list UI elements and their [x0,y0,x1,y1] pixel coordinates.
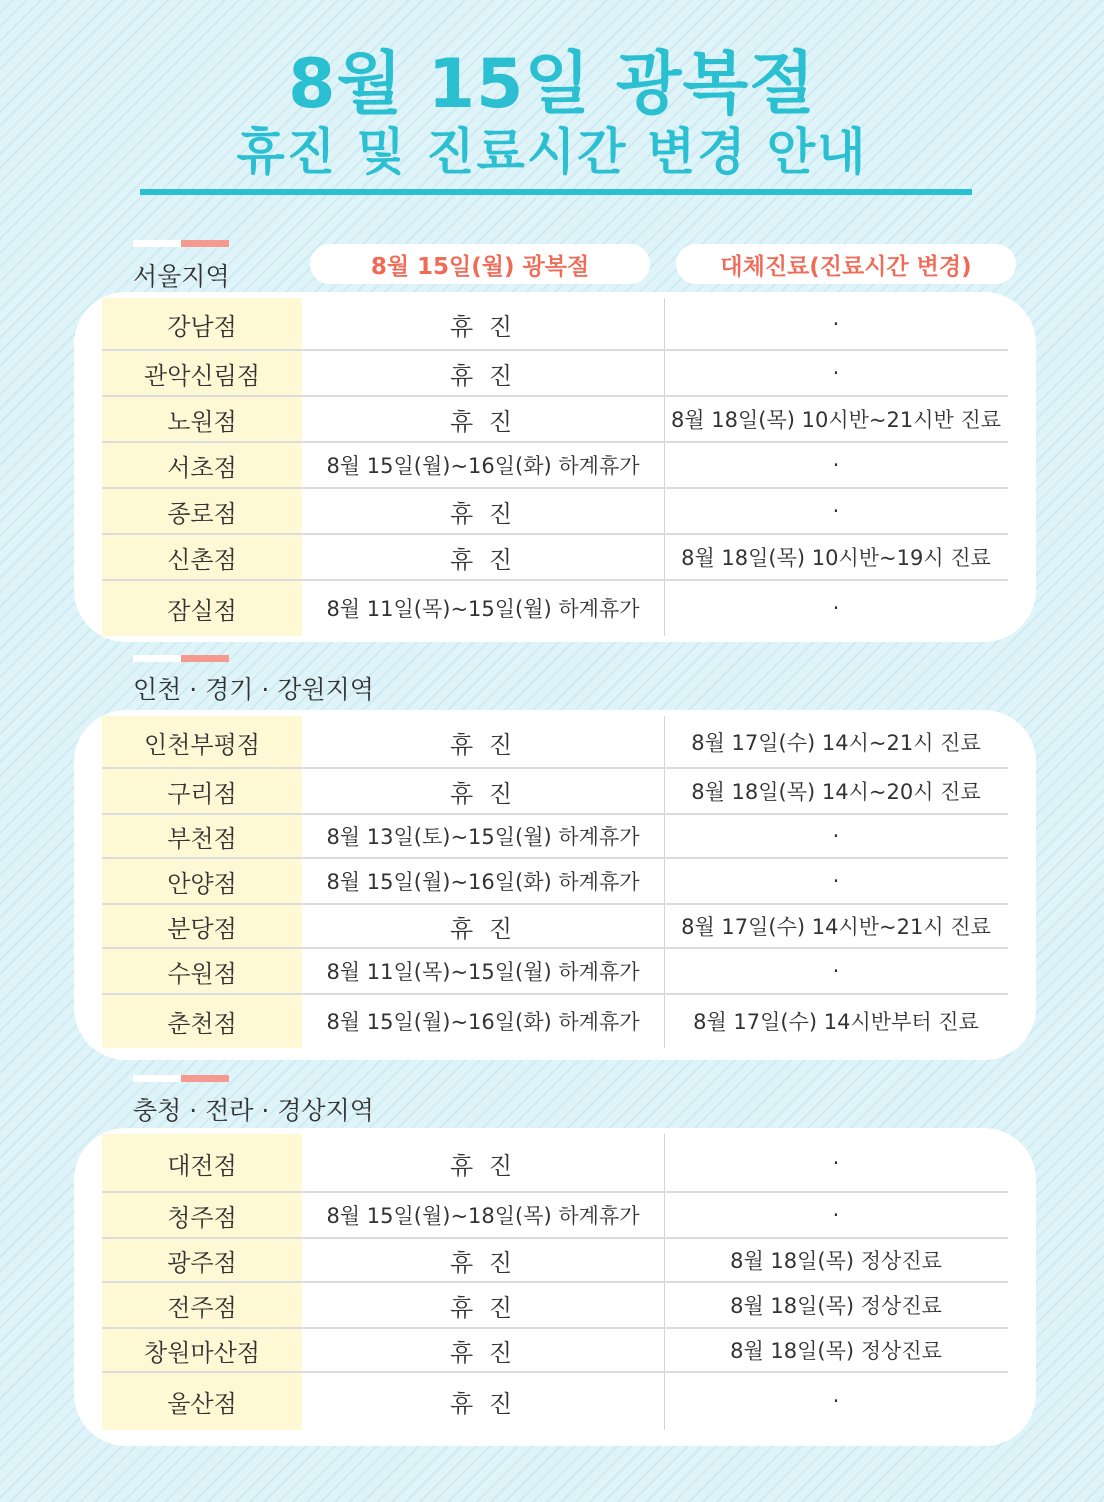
holiday-status: 8월 15일(월)~18일(목) 하계휴가 [326,1204,640,1228]
substitute-hours: · [832,361,840,385]
holiday-status: 휴 진 [450,1151,516,1180]
branch-name: 강남점 [167,312,237,341]
branch-name: 분당점 [167,914,237,943]
table-row [102,350,1008,396]
table-row [102,1372,1008,1430]
page-subtitle: 휴진 및 진료시간 변경 안내 [236,123,868,181]
holiday-status: 휴 진 [450,545,516,574]
branch-name: 울산점 [167,1389,237,1418]
holiday-status: 휴 진 [450,779,516,808]
branch-name: 인천부평점 [144,730,260,759]
region-card-seoul [74,292,1036,642]
table-row [102,994,1008,1048]
region-title-incheon: 인천 · 경기 · 강원지역 [133,675,374,704]
table-row [102,948,1008,994]
branch-name: 광주점 [167,1248,237,1277]
table-row [102,768,1008,814]
branch-name: 창원마산점 [144,1338,260,1367]
branch-name: 종로점 [167,499,237,528]
table-row [102,814,1008,858]
holiday-status: 휴 진 [450,730,516,759]
branch-name: 신촌점 [167,545,237,574]
column-header-holiday: 8월 15일(월) 광복절 [310,244,650,284]
substitute-hours: · [832,869,840,893]
table-row [102,1238,1008,1282]
holiday-status: 8월 15일(월)~16일(화) 하계휴가 [326,454,640,478]
substitute-hours: · [832,1389,840,1413]
substitute-hours: · [832,1203,840,1227]
holiday-status: 8월 13일(토)~15일(월) 하계휴가 [326,825,640,849]
substitute-hours: 8월 18일(목) 10시반~21시반 진료 [670,408,1002,432]
column-header-substitute: 대체진료(진료시간 변경) [676,244,1016,284]
holiday-status: 휴 진 [450,361,516,390]
holiday-status: 휴 진 [450,1338,516,1367]
branch-name: 수원점 [167,959,237,988]
table-row [102,396,1008,442]
substitute-hours: · [832,1151,840,1175]
region-card-incheon [74,710,1036,1060]
holiday-status: 휴 진 [450,407,516,436]
holiday-status: 휴 진 [450,914,516,943]
table-row [102,298,1008,350]
substitute-hours: 8월 17일(수) 14시반부터 진료 [693,1010,979,1034]
table-row [102,442,1008,488]
holiday-status: 휴 진 [450,1389,516,1418]
substitute-hours: 8월 18일(목) 14시~20시 진료 [691,780,981,804]
page-title: 8월 15일 광복절 [288,45,816,124]
region-deco-chungcheong [133,1075,229,1082]
branch-name: 구리점 [167,779,237,808]
substitute-hours: · [832,312,840,336]
substitute-hours: 8월 17일(수) 14시~21시 진료 [691,731,981,755]
substitute-hours: 8월 18일(목) 정상진료 [730,1339,942,1363]
table-row [102,1282,1008,1328]
holiday-status: 휴 진 [450,1293,516,1322]
region-title-chungcheong: 충청 · 전라 · 경상지역 [133,1096,374,1125]
substitute-hours: · [832,453,840,477]
table-row [102,1134,1008,1192]
holiday-status: 8월 11일(목)~15일(월) 하계휴가 [326,597,640,621]
substitute-hours: · [832,824,840,848]
region-deco-seoul [133,240,229,247]
holiday-status: 8월 11일(목)~15일(월) 하계휴가 [326,960,640,984]
region-deco-incheon [133,655,229,662]
table-row [102,716,1008,768]
table-row [102,1192,1008,1238]
holiday-status: 휴 진 [450,499,516,528]
branch-name: 대전점 [167,1151,237,1180]
table-row [102,580,1008,636]
substitute-hours: · [832,959,840,983]
substitute-hours: 8월 18일(목) 정상진료 [730,1294,942,1318]
holiday-status: 8월 15일(월)~16일(화) 하계휴가 [326,1010,640,1034]
table-row [102,1328,1008,1372]
branch-name: 관악신림점 [144,361,260,390]
substitute-hours: · [832,499,840,523]
table-row [102,488,1008,534]
substitute-hours: 8월 18일(목) 정상진료 [730,1249,942,1273]
table-row [102,534,1008,580]
branch-name: 부천점 [167,824,237,853]
branch-name: 노원점 [167,407,237,436]
title-divider [140,189,972,195]
region-title-seoul: 서울지역 [133,262,230,291]
substitute-hours: · [832,596,840,620]
holiday-status: 휴 진 [450,312,516,341]
branch-name: 안양점 [167,869,237,898]
substitute-hours: 8월 17일(수) 14시반~21시 진료 [681,915,991,939]
branch-name: 전주점 [167,1293,237,1322]
substitute-hours: 8월 18일(목) 10시반~19시 진료 [681,546,991,570]
branch-name: 잠실점 [167,596,237,625]
branch-name: 청주점 [167,1203,237,1232]
branch-name: 서초점 [167,453,237,482]
holiday-status: 8월 15일(월)~16일(화) 하계휴가 [326,870,640,894]
branch-name: 춘천점 [167,1009,237,1038]
region-card-chungcheong [74,1128,1036,1446]
table-row [102,904,1008,948]
holiday-status: 휴 진 [450,1248,516,1277]
table-row [102,858,1008,904]
